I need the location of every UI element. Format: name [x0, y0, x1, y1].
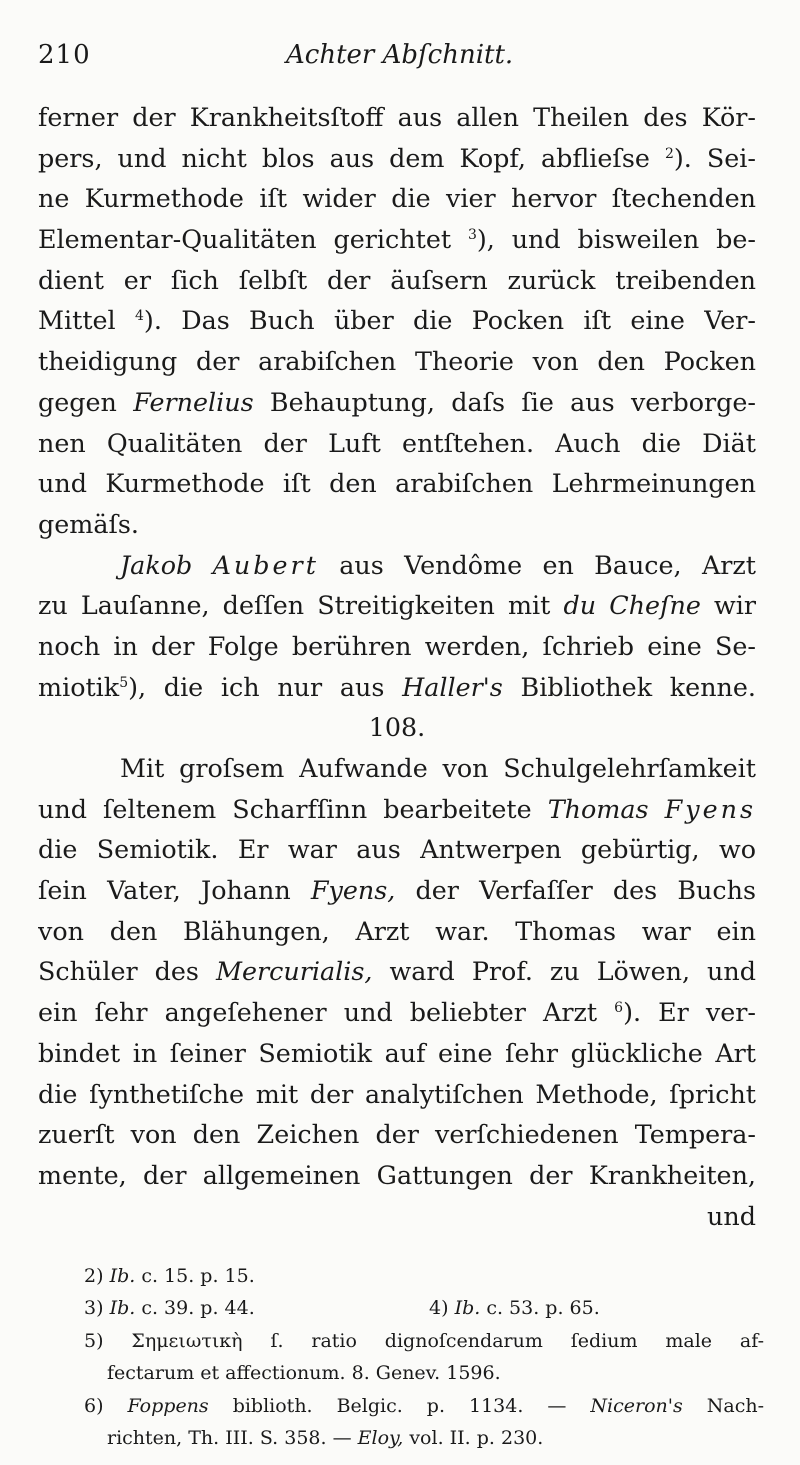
italic-name: du Cheſne [563, 590, 701, 621]
section-number: 108. [368, 712, 426, 743]
text-line: noch in der Folge berühren werden, ſchrieb eine Se- [38, 630, 756, 661]
footnote-ref: 3 [467, 227, 477, 244]
footnote-ref: 2 [664, 145, 674, 162]
text-line: ein ſehr angeſehener und beliebter Arzt $^6$). Er ver- [38, 997, 756, 1028]
text-line: nen Qualitäten der Luft entſtehen. Auch die Diät [38, 427, 756, 458]
text-line: Mit groſsem Aufwande von Schulgelehrſamkeit [120, 753, 756, 783]
text-line: mente, der allgemeinen Gattungen der Krankheiten, [38, 1159, 756, 1190]
page-header [38, 40, 768, 80]
text-line: gemäſs. [38, 508, 139, 539]
footnote-continuation: richten, Th. III. S. 358. — Eloy, vol. II. p. 230. [107, 1426, 544, 1449]
text-line: Schüler des Mercurialis, ward Prof. zu Löwen, und [38, 956, 756, 987]
footnote: 2) Ib. c. 15. p. 15. [84, 1265, 255, 1287]
text-line: zuerſt von den Zeichen der verſchiedenen Tempera- [38, 1119, 756, 1150]
italic-name: Mercurialis, [216, 956, 373, 987]
footnote: 6) Foppens biblioth. Belgic. p. 1134. — Niceron's Nach- [84, 1394, 764, 1417]
footnote: 4) Ib. c. 53. p. 65. [429, 1297, 600, 1320]
main-text [38, 97, 756, 1236]
spaced-name: Fyens [664, 793, 756, 824]
page-number: 210 [38, 40, 91, 70]
text-line: pers, und nicht blos aus dem Kopf, abflieſse $^2$). Sei- [38, 142, 756, 173]
text-line: und ſeltenem Scharfſinn bearbeitete Thomas Fyens [38, 793, 756, 824]
text-line: miotik$^5$), die ich nur aus Haller's Bibliothek kenne. [38, 671, 756, 702]
catchword: und [707, 1200, 756, 1231]
text-line: zu Lauſanne, deſſen Streitigkeiten mit du Cheſne wir [38, 590, 756, 621]
italic-name: Fyens, [310, 875, 396, 906]
text-line: bindet in ſeiner Semiotik auf eine ſehr glückliche Art [38, 1037, 756, 1068]
text-line: dient er ſich ſelbſt der äuſsern zurück treibenden [38, 264, 756, 295]
italic-name: Jakob [120, 549, 193, 580]
text-line: ferner der Krankheitsſtoff aus allen Theilen des Kör- [38, 102, 756, 132]
footnote-ref: 4 [135, 308, 144, 325]
footnote: 5) Σημειωτικὴ ſ. ratio dignoſcendarum ſedium male af- [84, 1329, 764, 1352]
footnotes [84, 1260, 764, 1454]
footnote: 3) Ib. c. 39. p. 44. 4) Ib. c. 53. p. 65. [84, 1292, 764, 1324]
text-line: ne Kurmethode iſt wider die vier hervor ſtechenden [38, 183, 756, 214]
text-line: ſein Vater, Johann Fyens, der Verfaſſer des Buchs [38, 875, 756, 906]
running-title: Achter Abſchnitt. [286, 40, 514, 70]
text-line: und Kurmethode iſt den arabiſchen Lehrmeinungen [38, 468, 756, 499]
text-line: von den Blähungen, Arzt war. Thomas war ein [38, 915, 756, 946]
footnote-ref: 6 [614, 1000, 624, 1017]
italic-name: Haller's [402, 671, 503, 702]
text-line: Elementar-Qualitäten gerichtet $^3$), und bisweilen be- [38, 224, 756, 255]
footnote-ref: 5 [119, 674, 129, 691]
text-line: theidigung der arabiſchen Theorie von den Pocken [38, 346, 756, 377]
italic-name: Thomas [547, 793, 649, 824]
text-line: Mittel $^4$). Das Buch über die Pocken iſt eine Ver- [38, 305, 756, 336]
text-line: die Semiotik. Er war aus Antwerpen gebürtig, wo [38, 834, 756, 865]
text-line: gegen Fernelius Behauptung, daſs ſie aus verborge- [38, 386, 756, 417]
italic-name: Fernelius [133, 386, 254, 417]
spaced-name: Aubert [212, 549, 319, 580]
text-line: Jakob Aubert aus Vendôme en Bauce, Arzt [120, 549, 756, 580]
footnote-continuation: fectarum et affectionum. 8. Genev. 1596. [107, 1362, 501, 1385]
text-line: die ſynthetiſche mit der analytiſchen Methode, ſpricht [38, 1078, 756, 1109]
greek-title: Σημειωτικὴ [131, 1329, 243, 1352]
